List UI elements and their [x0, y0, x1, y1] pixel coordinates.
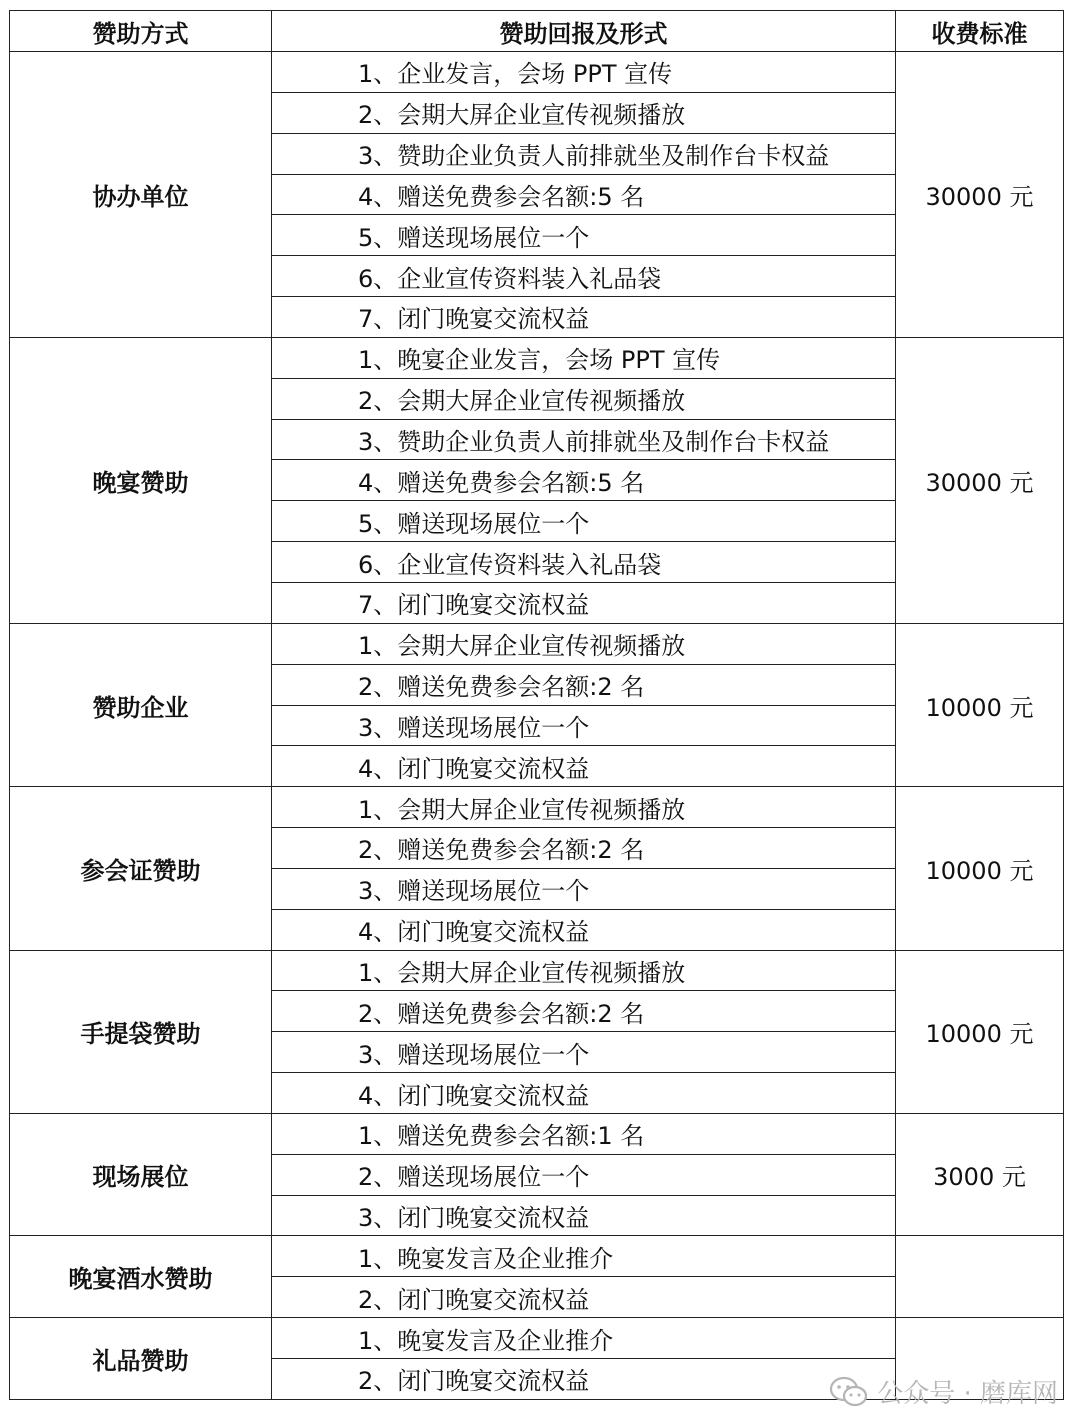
benefit-item-cell: 3、赞助企业负责人前排就坐及制作台卡权益 — [272, 419, 896, 460]
fee-cell: 30000 元 — [896, 52, 1064, 338]
header-fee: 收费标准 — [896, 11, 1064, 52]
fee-cell — [896, 1236, 1064, 1318]
benefit-item-cell: 2、会期大屏企业宣传视频播放 — [272, 92, 896, 133]
fee-cell: 10000 元 — [896, 623, 1064, 786]
benefit-item-cell: 2、赠送现场展位一个 — [272, 1154, 896, 1195]
benefit-item-cell: 3、赠送现场展位一个 — [272, 868, 896, 909]
table-row — [10, 1236, 1064, 1277]
table-row — [10, 787, 1064, 828]
sponsor-type-cell: 赞助企业 — [10, 623, 272, 786]
benefit-item-cell: 4、闭门晚宴交流权益 — [272, 1073, 896, 1114]
benefit-item-cell: 3、赞助企业负责人前排就坐及制作台卡权益 — [272, 133, 896, 174]
sponsor-type-cell: 参会证赞助 — [10, 787, 272, 950]
sponsor-type-cell: 手提袋赞助 — [10, 950, 272, 1113]
header-sponsor-type: 赞助方式 — [10, 11, 272, 52]
benefit-item-cell: 6、企业宣传资料装入礼品袋 — [272, 542, 896, 583]
sponsorship-table — [9, 10, 1064, 1400]
table-row — [10, 1318, 1064, 1359]
benefit-item-cell: 4、赠送免费参会名额:5 名 — [272, 460, 896, 501]
benefit-item-cell: 5、赠送现场展位一个 — [272, 215, 896, 256]
benefit-item-cell: 7、闭门晚宴交流权益 — [272, 297, 896, 338]
sponsor-type-cell: 晚宴酒水赞助 — [10, 1236, 272, 1318]
benefit-item-cell: 1、会期大屏企业宣传视频播放 — [272, 623, 896, 664]
sponsor-type-cell: 晚宴赞助 — [10, 337, 272, 623]
sponsor-type-cell: 现场展位 — [10, 1113, 272, 1236]
table-row — [10, 52, 1064, 93]
benefit-item-cell: 2、会期大屏企业宣传视频播放 — [272, 378, 896, 419]
fee-cell: 3000 元 — [896, 1113, 1064, 1236]
benefit-item-cell: 1、赠送免费参会名额:1 名 — [272, 1113, 896, 1154]
benefit-item-cell: 2、赠送免费参会名额:2 名 — [272, 664, 896, 705]
benefit-item-cell: 1、会期大屏企业宣传视频播放 — [272, 950, 896, 991]
watermark — [829, 1373, 1058, 1410]
fee-cell: 30000 元 — [896, 337, 1064, 623]
benefit-item-cell: 1、晚宴发言及企业推介 — [272, 1236, 896, 1277]
watermark-text: 公众号 · 磨库网 — [877, 1379, 1058, 1409]
sponsorship-body — [10, 52, 1064, 1400]
benefit-item-cell: 3、赠送现场展位一个 — [272, 705, 896, 746]
benefit-item-cell: 2、闭门晚宴交流权益 — [272, 1359, 896, 1400]
benefit-item-cell: 4、闭门晚宴交流权益 — [272, 746, 896, 787]
fee-cell: 10000 元 — [896, 950, 1064, 1113]
sponsor-type-cell: 礼品赞助 — [10, 1318, 272, 1400]
benefit-item-cell: 2、闭门晚宴交流权益 — [272, 1277, 896, 1318]
table-row — [10, 337, 1064, 378]
benefit-item-cell: 5、赠送现场展位一个 — [272, 501, 896, 542]
sponsor-type-cell: 协办单位 — [10, 52, 272, 338]
benefit-item-cell: 1、企业发言，会场 PPT 宣传 — [272, 52, 896, 93]
benefit-item-cell: 2、赠送免费参会名额:2 名 — [272, 828, 896, 869]
fee-cell: 10000 元 — [896, 787, 1064, 950]
benefit-item-cell: 3、赠送现场展位一个 — [272, 1032, 896, 1073]
benefit-item-cell: 1、会期大屏企业宣传视频播放 — [272, 787, 896, 828]
wechat-icon — [829, 1375, 869, 1409]
benefit-item-cell: 4、赠送免费参会名额:5 名 — [272, 174, 896, 215]
benefit-item-cell: 1、晚宴发言及企业推介 — [272, 1318, 896, 1359]
header-row — [10, 11, 1064, 52]
table-row — [10, 950, 1064, 991]
benefit-item-cell: 1、晚宴企业发言，会场 PPT 宣传 — [272, 337, 896, 378]
benefit-item-cell: 3、闭门晚宴交流权益 — [272, 1195, 896, 1236]
benefit-item-cell: 7、闭门晚宴交流权益 — [272, 582, 896, 623]
table-row — [10, 623, 1064, 664]
benefit-item-cell: 6、企业宣传资料装入礼品袋 — [272, 256, 896, 297]
benefit-item-cell: 4、闭门晚宴交流权益 — [272, 909, 896, 950]
table-row — [10, 1113, 1064, 1154]
header-benefits: 赞助回报及形式 — [272, 11, 896, 52]
benefit-item-cell: 2、赠送免费参会名额:2 名 — [272, 991, 896, 1032]
